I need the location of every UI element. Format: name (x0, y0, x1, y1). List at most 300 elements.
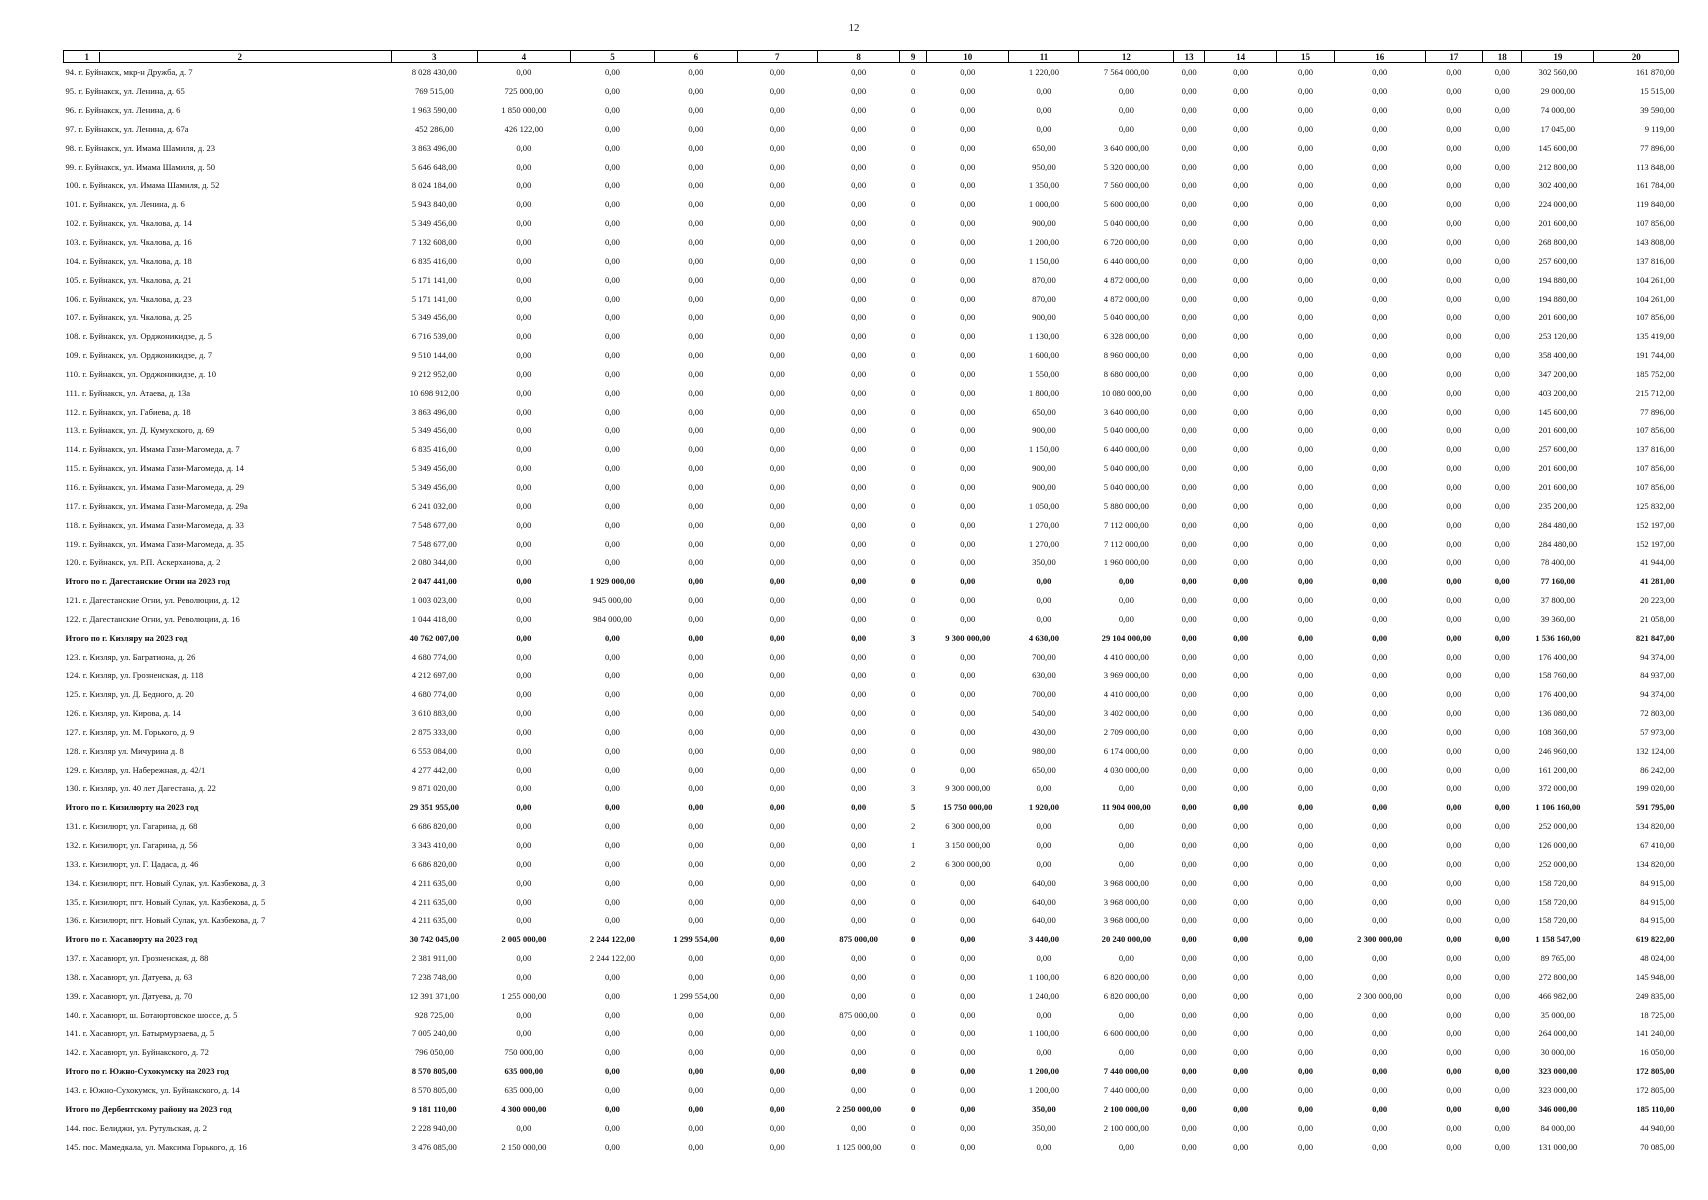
table-cell: 0,00 (851, 406, 867, 417)
table-cell: 0,00 (688, 500, 704, 511)
table-cell: 0,00 (1494, 557, 1510, 568)
table-cell: 0,00 (1298, 123, 1314, 134)
table-cell: 0,00 (604, 1009, 620, 1020)
table-cell: 0,00 (851, 331, 867, 342)
table-cell: 0,00 (604, 387, 620, 398)
table-cell: 0 (911, 218, 916, 229)
table-cell: 0 (911, 1141, 916, 1152)
table-cell: 0,00 (1181, 821, 1197, 832)
table-cell: 137 816,00 (1635, 255, 1675, 266)
table-cell: 0,00 (516, 764, 532, 775)
table-cell: 0,00 (1181, 670, 1197, 681)
row-label: 123. г. Кизляр, ул. Багратиона, д. 26 (65, 651, 196, 662)
table-cell: 0,00 (604, 1103, 620, 1114)
table-cell: 0,00 (1446, 274, 1462, 285)
table-cell: 0,00 (851, 1066, 867, 1077)
table-cell: 8 570 805,00 (411, 1084, 457, 1095)
table-cell: 0,00 (769, 519, 785, 530)
table-cell: 0,00 (1446, 387, 1462, 398)
table-cell: 0,00 (769, 821, 785, 832)
table-cell: 0,00 (604, 368, 620, 379)
table-cell: 136 080,00 (1538, 708, 1578, 719)
table-cell: 0,00 (769, 123, 785, 134)
table-cell: 0 (911, 237, 916, 248)
table-cell: 0,00 (516, 519, 532, 530)
table-cell: 0,00 (1233, 971, 1249, 982)
row-label: 100. г. Буйнакск, ул. Имама Шамиля, д. 52 (65, 180, 220, 191)
table-cell: 0,00 (1298, 105, 1314, 116)
table-cell: 750 000,00 (504, 1047, 544, 1058)
table-cell: 0 (911, 745, 916, 756)
table-cell: 0,00 (960, 934, 976, 945)
table-cell: 0,00 (960, 123, 976, 134)
table-cell: 0,00 (1181, 840, 1197, 851)
table-cell: 0,00 (1181, 368, 1197, 379)
table-cell: 7 132 608,00 (411, 237, 457, 248)
table-cell: 0,00 (688, 1122, 704, 1133)
table-cell: 0,00 (516, 708, 532, 719)
table-cell: 0,00 (688, 538, 704, 549)
table-cell: 0 (911, 953, 916, 964)
table-cell: 0,00 (1372, 350, 1388, 361)
table-cell: 0,00 (604, 274, 620, 285)
table-cell: 0,00 (688, 406, 704, 417)
table-cell: 5 349 456,00 (411, 481, 457, 492)
table-cell: 0,00 (1233, 689, 1249, 700)
row-label: 127. г. Кизляр, ул. М. Горького, д. 9 (65, 726, 195, 737)
table-cell: 143 808,00 (1635, 237, 1675, 248)
table-cell: 0,00 (960, 86, 976, 97)
table-cell: 0,00 (1118, 613, 1134, 624)
table-cell: 6 553 084,00 (411, 745, 457, 756)
table-cell: 0,00 (769, 1103, 785, 1114)
table-cell: 0,00 (1446, 1009, 1462, 1020)
table-cell: 0,00 (1494, 387, 1510, 398)
table-cell: 900,00 (1032, 425, 1056, 436)
table-cell: 0,00 (516, 1028, 532, 1039)
row-label: 117. г. Буйнакск, ул. Имама Гази-Магомеда, д. 29а (65, 500, 248, 511)
table-cell: 0,00 (516, 557, 532, 568)
table-cell: 3 476 085,00 (411, 1141, 457, 1152)
table-cell: 0,00 (1446, 595, 1462, 606)
table-cell: 0,00 (1446, 406, 1462, 417)
column-number: 12 (1079, 51, 1174, 63)
table-cell: 0,00 (851, 670, 867, 681)
table-cell: 11 904 000,00 (1101, 802, 1151, 813)
table-cell: 640,00 (1032, 896, 1056, 907)
table-cell: 725 000,00 (504, 86, 544, 97)
table-cell: 0,00 (1298, 726, 1314, 737)
row-label: 118. г. Буйнакск, ул. Имама Гази-Магомеда, д. 33 (65, 519, 244, 530)
table-cell: 0,00 (769, 971, 785, 982)
table-cell: 0,00 (769, 444, 785, 455)
table-cell: 0,00 (1036, 1009, 1052, 1020)
table-cell: 9 510 144,00 (411, 350, 457, 361)
table-cell: 0,00 (1494, 161, 1510, 172)
table-cell: 0,00 (1233, 1084, 1249, 1095)
table-cell: 0,00 (688, 199, 704, 210)
table-cell: 0 (911, 67, 916, 78)
table-cell: 0,00 (1298, 896, 1314, 907)
table-cell: 0,00 (1036, 105, 1052, 116)
table-cell: 0,00 (688, 971, 704, 982)
table-cell: 0,00 (516, 481, 532, 492)
table-cell: 0,00 (1494, 1103, 1510, 1114)
table-row (64, 1118, 1679, 1137)
table-cell: 0,00 (960, 595, 976, 606)
table-cell: 0,00 (516, 312, 532, 323)
table-cell: 0,00 (769, 934, 785, 945)
table-cell: 0,00 (1118, 953, 1134, 964)
table-cell: 2 047 441,00 (411, 576, 457, 587)
table-cell: 0,00 (1372, 557, 1388, 568)
table-row (64, 346, 1679, 365)
table-cell: 134 820,00 (1635, 858, 1675, 869)
table-cell: 0,00 (1372, 425, 1388, 436)
table-cell: 0,00 (1233, 312, 1249, 323)
table-cell: 0,00 (604, 1122, 620, 1133)
column-number: 10 (927, 51, 1009, 63)
table-cell: 0,00 (604, 1066, 620, 1077)
table-cell: 0,00 (1494, 613, 1510, 624)
table-cell: 0,00 (851, 783, 867, 794)
table-cell: 0,00 (1298, 274, 1314, 285)
table-cell: 94 374,00 (1640, 689, 1675, 700)
table-cell: 0 (911, 670, 916, 681)
table-cell: 0 (911, 613, 916, 624)
table-cell: 0 (911, 1122, 916, 1133)
table-cell: 0,00 (1298, 1084, 1314, 1095)
table-cell: 0,00 (1446, 199, 1462, 210)
table-cell: 2 709 000,00 (1103, 726, 1149, 737)
table-cell: 0,00 (960, 368, 976, 379)
table-cell: 0,00 (1446, 708, 1462, 719)
table-cell: 0,00 (688, 67, 704, 78)
table-cell: 0,00 (1233, 180, 1249, 191)
table-cell: 5 646 648,00 (411, 161, 457, 172)
table-cell: 0,00 (604, 255, 620, 266)
table-cell: 172 805,00 (1635, 1066, 1675, 1077)
table-cell: 928 725,00 (414, 1009, 454, 1020)
table-cell: 0,00 (1446, 481, 1462, 492)
table-cell: 0 (911, 726, 916, 737)
table-cell: 5 040 000,00 (1103, 463, 1149, 474)
table-cell: 1 200,00 (1028, 1066, 1059, 1077)
table-cell: 0,00 (851, 745, 867, 756)
table-cell: 0,00 (1298, 237, 1314, 248)
table-cell: 0,00 (516, 293, 532, 304)
table-cell: 0,00 (1494, 519, 1510, 530)
table-cell: 980,00 (1032, 745, 1056, 756)
table-cell: 0,00 (1372, 613, 1388, 624)
table-cell: 0,00 (688, 312, 704, 323)
table-cell: 0,00 (960, 1066, 976, 1077)
table-cell: 0,00 (604, 971, 620, 982)
table-cell: 2 100 000,00 (1103, 1103, 1149, 1114)
table-cell: 0,00 (516, 463, 532, 474)
table-cell: 132 124,00 (1635, 745, 1675, 756)
table-cell: 0,00 (1298, 425, 1314, 436)
table-cell: 0,00 (1181, 255, 1197, 266)
table-cell: 900,00 (1032, 481, 1056, 492)
table-cell: 2 (911, 821, 916, 832)
table-cell: 870,00 (1032, 293, 1056, 304)
table-cell: 0,00 (1446, 971, 1462, 982)
table-cell: 0,00 (688, 481, 704, 492)
table-cell: 9 300 000,00 (945, 632, 991, 643)
table-cell: 8 024 184,00 (411, 180, 457, 191)
table-cell: 0,00 (1181, 990, 1197, 1001)
table-cell: 0,00 (769, 368, 785, 379)
table-cell: 4 680 774,00 (411, 651, 457, 662)
table-cell: 0,00 (688, 1047, 704, 1058)
table-cell: 0,00 (851, 1122, 867, 1133)
table-cell: 0,00 (1494, 745, 1510, 756)
table-cell: 0,00 (688, 953, 704, 964)
table-cell: 1 158 547,00 (1535, 934, 1581, 945)
table-cell: 0,00 (769, 67, 785, 78)
table-cell: 1 220,00 (1028, 67, 1059, 78)
table-cell: 135 419,00 (1635, 331, 1675, 342)
table-cell: 107 856,00 (1635, 218, 1675, 229)
table-cell: 3 968 000,00 (1103, 915, 1149, 926)
row-label: Итого по г. Южно-Сухокумску на 2023 год (65, 1066, 229, 1077)
table-cell: 650,00 (1032, 406, 1056, 417)
row-label: 98. г. Буйнакск, ул. Имама Шамиля, д. 23 (65, 142, 216, 153)
table-cell: 0,00 (604, 444, 620, 455)
table-cell: 0,00 (1181, 86, 1197, 97)
table-cell: 0,00 (1298, 255, 1314, 266)
table-cell: 0,00 (688, 1066, 704, 1077)
table-cell: 2 875 333,00 (411, 726, 457, 737)
table-cell: 0,00 (604, 180, 620, 191)
table-cell: 900,00 (1032, 463, 1056, 474)
table-cell: 0,00 (1036, 858, 1052, 869)
table-cell: 0,00 (851, 1084, 867, 1095)
table-cell: 0,00 (960, 237, 976, 248)
table-cell: 0,00 (1118, 1047, 1134, 1058)
table-cell: 0 (911, 538, 916, 549)
table-cell: 0,00 (688, 858, 704, 869)
table-cell: 0,00 (604, 764, 620, 775)
table-cell: 2 228 940,00 (411, 1122, 457, 1133)
table-cell: 2 080 344,00 (411, 557, 457, 568)
table-row (64, 1137, 1679, 1156)
table-cell: 0,00 (604, 67, 620, 78)
table-body (64, 63, 1679, 1156)
table-cell: 0,00 (1181, 519, 1197, 530)
table-cell: 0,00 (1181, 764, 1197, 775)
table-cell: 0,00 (1494, 538, 1510, 549)
row-label: 139. г. Хасавюрт, ул. Датуева, д. 70 (65, 990, 193, 1001)
table-row (64, 534, 1679, 553)
table-cell: 84 915,00 (1640, 877, 1675, 888)
table-cell: 700,00 (1032, 651, 1056, 662)
table-cell: 0,00 (516, 500, 532, 511)
table-cell: 0,00 (516, 576, 532, 587)
table-cell: 2 100 000,00 (1103, 1122, 1149, 1133)
table-cell: 0,00 (1181, 896, 1197, 907)
table-cell: 0,00 (1118, 86, 1134, 97)
table-cell: 0,00 (1372, 444, 1388, 455)
table-cell: 0,00 (769, 595, 785, 606)
table-cell: 7 112 000,00 (1103, 519, 1149, 530)
table-cell: 0,00 (688, 632, 704, 643)
table-cell: 0,00 (769, 463, 785, 474)
table-cell: 0,00 (1446, 500, 1462, 511)
table-cell: 29 351 955,00 (409, 802, 459, 813)
table-cell: 0,00 (516, 613, 532, 624)
table-cell: 0,00 (769, 312, 785, 323)
table-cell: 0,00 (1233, 1066, 1249, 1077)
table-cell: 0 (911, 425, 916, 436)
table-cell: 1 960 000,00 (1103, 557, 1149, 568)
table-cell: 0,00 (960, 161, 976, 172)
table-cell: 0,00 (851, 199, 867, 210)
table-row (64, 741, 1679, 760)
table-cell: 900,00 (1032, 312, 1056, 323)
table-cell: 0,00 (1298, 708, 1314, 719)
table-cell: 84 915,00 (1640, 915, 1675, 926)
table-cell: 0,00 (960, 255, 976, 266)
table-cell: 0,00 (688, 896, 704, 907)
row-label: 145. пос. Мамедкала, ул. Максима Горького, д. 16 (65, 1141, 247, 1152)
table-cell: 0,00 (1494, 576, 1510, 587)
table-cell: 0,00 (769, 689, 785, 700)
table-cell: 0,00 (851, 802, 867, 813)
table-cell: 0,00 (1298, 387, 1314, 398)
table-cell: 0,00 (1181, 953, 1197, 964)
table-cell: 2 300 000,00 (1357, 934, 1403, 945)
table-row (64, 383, 1679, 402)
table-cell: 0,00 (1372, 896, 1388, 907)
table-cell: 0,00 (851, 915, 867, 926)
table-cell: 0,00 (604, 802, 620, 813)
table-cell: 0,00 (1494, 1141, 1510, 1152)
table-cell: 0,00 (1298, 595, 1314, 606)
table-cell: 0,00 (1233, 500, 1249, 511)
table-cell: 1 963 590,00 (411, 105, 457, 116)
table-cell: 0,00 (851, 764, 867, 775)
table-cell: 0 (911, 350, 916, 361)
table-cell: 0,00 (851, 1028, 867, 1039)
table-cell: 191 744,00 (1635, 350, 1675, 361)
table-cell: 0,00 (1233, 293, 1249, 304)
table-cell: 0,00 (769, 726, 785, 737)
table-cell: 0,00 (851, 86, 867, 97)
table-cell: 21 058,00 (1640, 613, 1675, 624)
table-cell: 0,00 (1298, 632, 1314, 643)
table-cell: 0,00 (604, 990, 620, 1001)
row-label: 104. г. Буйнакск, ул. Чкалова, д. 18 (65, 255, 192, 266)
table-cell: 0,00 (1233, 1028, 1249, 1039)
table-row (64, 685, 1679, 704)
row-label: 132. г. Кизилюрт, ул. Гагарина, д. 56 (65, 840, 198, 851)
table-cell: 0,00 (1118, 783, 1134, 794)
table-cell: 0,00 (769, 161, 785, 172)
table-cell: 0,00 (604, 726, 620, 737)
table-cell: 0,00 (1298, 858, 1314, 869)
table-cell: 1 (911, 840, 916, 851)
table-cell: 0,00 (851, 444, 867, 455)
table-cell: 0,00 (851, 1047, 867, 1058)
table-cell: 0,00 (1233, 274, 1249, 285)
table-cell: 323 000,00 (1538, 1084, 1578, 1095)
table-cell: 0,00 (1372, 406, 1388, 417)
table-cell: 0,00 (769, 651, 785, 662)
table-row (64, 496, 1679, 515)
table-cell: 2 381 911,00 (411, 953, 457, 964)
table-cell: 0,00 (851, 519, 867, 530)
table-cell: 0,00 (1494, 1084, 1510, 1095)
column-number: 11 (1009, 51, 1079, 63)
table-cell: 1 044 418,00 (411, 613, 457, 624)
table-cell: 39 360,00 (1540, 613, 1576, 624)
table-cell: 10 080 000,00 (1101, 387, 1152, 398)
table-cell: 0,00 (1494, 595, 1510, 606)
table-cell: 6 600 000,00 (1103, 1028, 1149, 1039)
column-number: 16 (1334, 51, 1425, 63)
table-cell: 0,00 (851, 123, 867, 134)
table-cell: 0,00 (1372, 1103, 1388, 1114)
table-cell: 0,00 (1181, 105, 1197, 116)
table-cell: 0,00 (1494, 105, 1510, 116)
table-cell: 0,00 (604, 199, 620, 210)
table-cell: 0 (911, 519, 916, 530)
table-cell: 0,00 (1494, 142, 1510, 153)
row-label: 130. г. Кизляр, ул. 40 лет Дагестана, д. 22 (65, 783, 216, 794)
table-cell: 161 784,00 (1635, 180, 1675, 191)
table-cell: 131 000,00 (1538, 1141, 1578, 1152)
table-cell: 0,00 (688, 557, 704, 568)
table-cell: 6 686 820,00 (411, 821, 457, 832)
table-cell: 5 320 000,00 (1103, 161, 1149, 172)
table-cell: 0,00 (688, 877, 704, 888)
table-cell: 0,00 (1181, 1028, 1197, 1039)
table-cell: 350,00 (1032, 557, 1056, 568)
table-cell: 199 020,00 (1635, 783, 1675, 794)
table-cell: 0,00 (1181, 1084, 1197, 1095)
table-cell: 4 030 000,00 (1103, 764, 1149, 775)
table-cell: 9 181 110,00 (411, 1103, 457, 1114)
table-cell: 0,00 (851, 858, 867, 869)
table-cell: 0,00 (851, 350, 867, 361)
row-label: 144. пос. Белиджи, ул. Рутульская, д. 2 (65, 1122, 207, 1133)
table-cell: 0,00 (769, 953, 785, 964)
table-cell: 0,00 (1446, 1122, 1462, 1133)
table-cell: 0,00 (688, 123, 704, 134)
table-cell: 0,00 (851, 463, 867, 474)
table-cell: 0,00 (1181, 1066, 1197, 1077)
table-cell: 0,00 (516, 971, 532, 982)
table-cell: 0,00 (1181, 350, 1197, 361)
table-cell: 20 223,00 (1640, 595, 1675, 606)
table-cell: 0 (911, 331, 916, 342)
table-row (64, 704, 1679, 723)
table-cell: 0,00 (1233, 708, 1249, 719)
table-cell: 0,00 (516, 877, 532, 888)
table-cell: 5 880 000,00 (1103, 500, 1149, 511)
table-cell: 6 835 416,00 (411, 255, 457, 266)
table-cell: 540,00 (1032, 708, 1056, 719)
table-cell: 0,00 (1118, 858, 1134, 869)
table-cell: 0,00 (1298, 990, 1314, 1001)
row-label: Итого по г. Дагестанские Огни на 2023 год (65, 576, 230, 587)
table-cell: 0,00 (1181, 538, 1197, 549)
table-cell: 0,00 (1181, 651, 1197, 662)
table-cell: 84 000,00 (1540, 1122, 1576, 1133)
table-cell: 8 960 000,00 (1103, 350, 1149, 361)
